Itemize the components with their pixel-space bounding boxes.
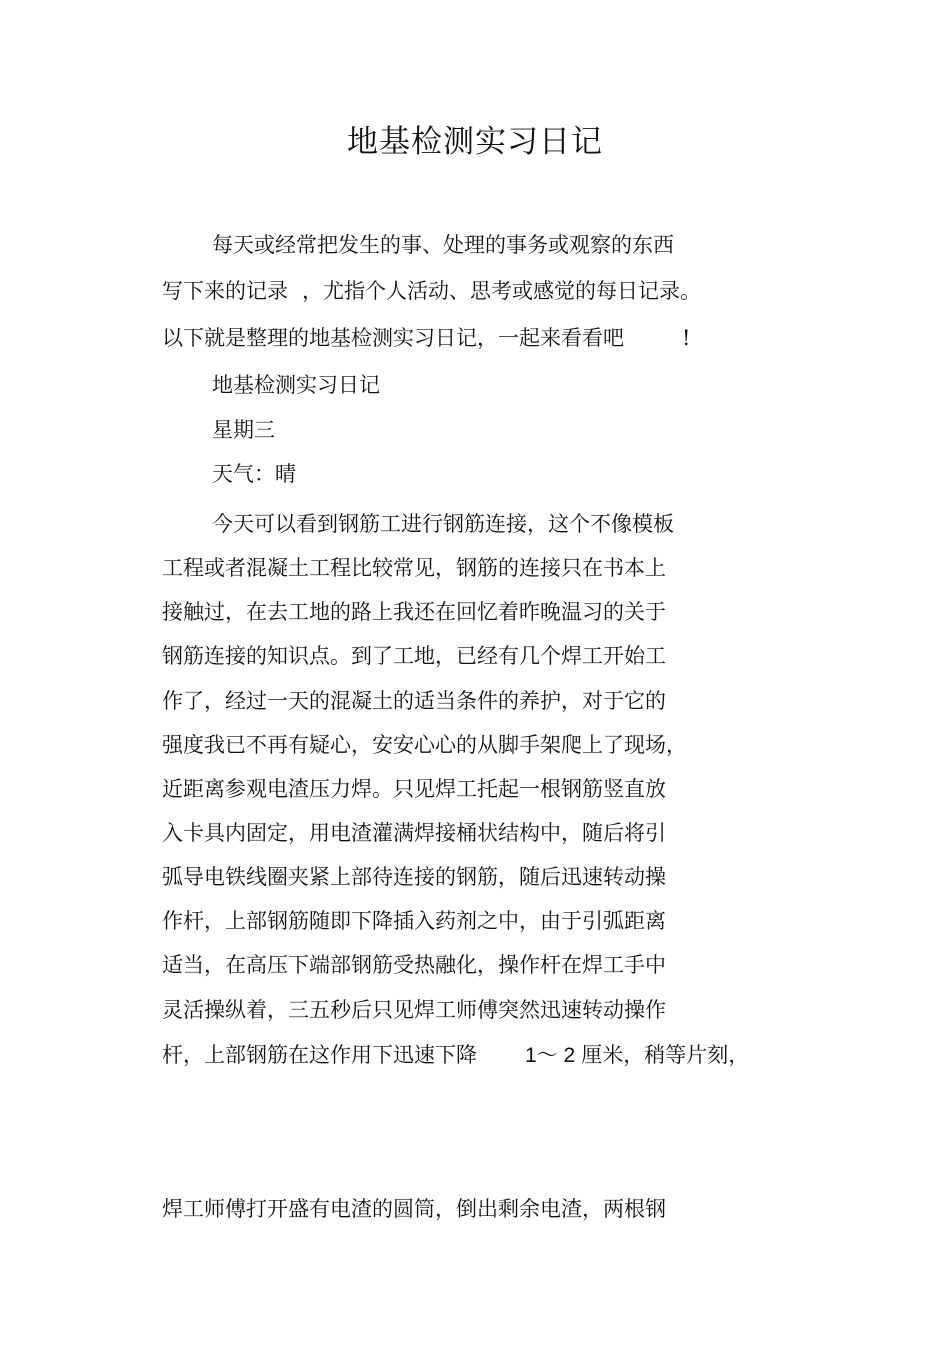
intro-line-3-part-b: ! — [682, 326, 691, 350]
intro-line-1: 每天或经常把发生的事、处理的事务或观察的东西 — [212, 233, 674, 257]
body-line-12: 灵活操纵着，三五秒后只见焊工师傅突然迅速转动操作 — [162, 998, 666, 1022]
page-title: 地基检测实习日记 — [347, 124, 603, 160]
intro-line-2-part-a: 写下来的记录 — [162, 279, 288, 303]
body-line-8: 入卡具内固定，用电渣灌满焊接桶状结构中，随后将引 — [162, 821, 666, 845]
intro-line-3 — [162, 323, 690, 353]
body-line-9: 弧导电铁线圈夹紧上部待连接的钢筋，随后迅速转动操 — [162, 865, 666, 889]
body-line-13-part-3: 厘米，稍等片刻， — [581, 1043, 750, 1067]
body-line-13 — [162, 1040, 749, 1071]
weekday: 星期三 — [212, 418, 275, 442]
body-line-7: 近距离参观电渣压力焊。只见焊工托起一根钢筋竖直放 — [162, 777, 666, 801]
body-line-3: 接触过，在去工地的路上我还在回忆着昨晚温习的关于 — [162, 600, 666, 624]
body-line-13-part-2: 1～ 2 — [525, 1044, 576, 1067]
intro-line-2-part-b: ，尤指个人活动、思考或感觉的每日记录。 — [302, 279, 701, 303]
body-line-10: 作杆，上部钢筋随即下降插入药剂之中，由于引弧距离 — [162, 909, 666, 933]
body-line-4: 钢筋连接的知识点。到了工地，已经有几个焊工开始工 — [162, 644, 666, 668]
intro-line-2 — [162, 276, 701, 306]
body-line-2: 工程或者混凝土工程比较常见，钢筋的连接只在书本上 — [162, 556, 666, 580]
next-page-line: 焊工师傅打开盛有电渣的圆筒，倒出剩余电渣，两根钢 — [162, 1197, 666, 1221]
intro-line-3-part-a: 以下就是整理的地基检测实习日记，一起来看看吧 — [162, 326, 624, 350]
body-line-11: 适当，在高压下端部钢筋受热融化，操作杆在焊工手中 — [162, 953, 666, 977]
body-line-1: 今天可以看到钢筋工进行钢筋连接，这个不像模板 — [212, 512, 674, 536]
weather: 天气：晴 — [212, 462, 296, 486]
subtitle: 地基检测实习日记 — [212, 373, 380, 397]
body-line-6: 强度我已不再有疑心，安安心心的从脚手架爬上了现场， — [162, 733, 687, 757]
body-line-13-part-1: 杆，上部钢筋在这作用下迅速下降 — [162, 1043, 477, 1067]
body-line-5: 作了，经过一天的混凝土的适当条件的养护，对于它的 — [162, 689, 666, 713]
